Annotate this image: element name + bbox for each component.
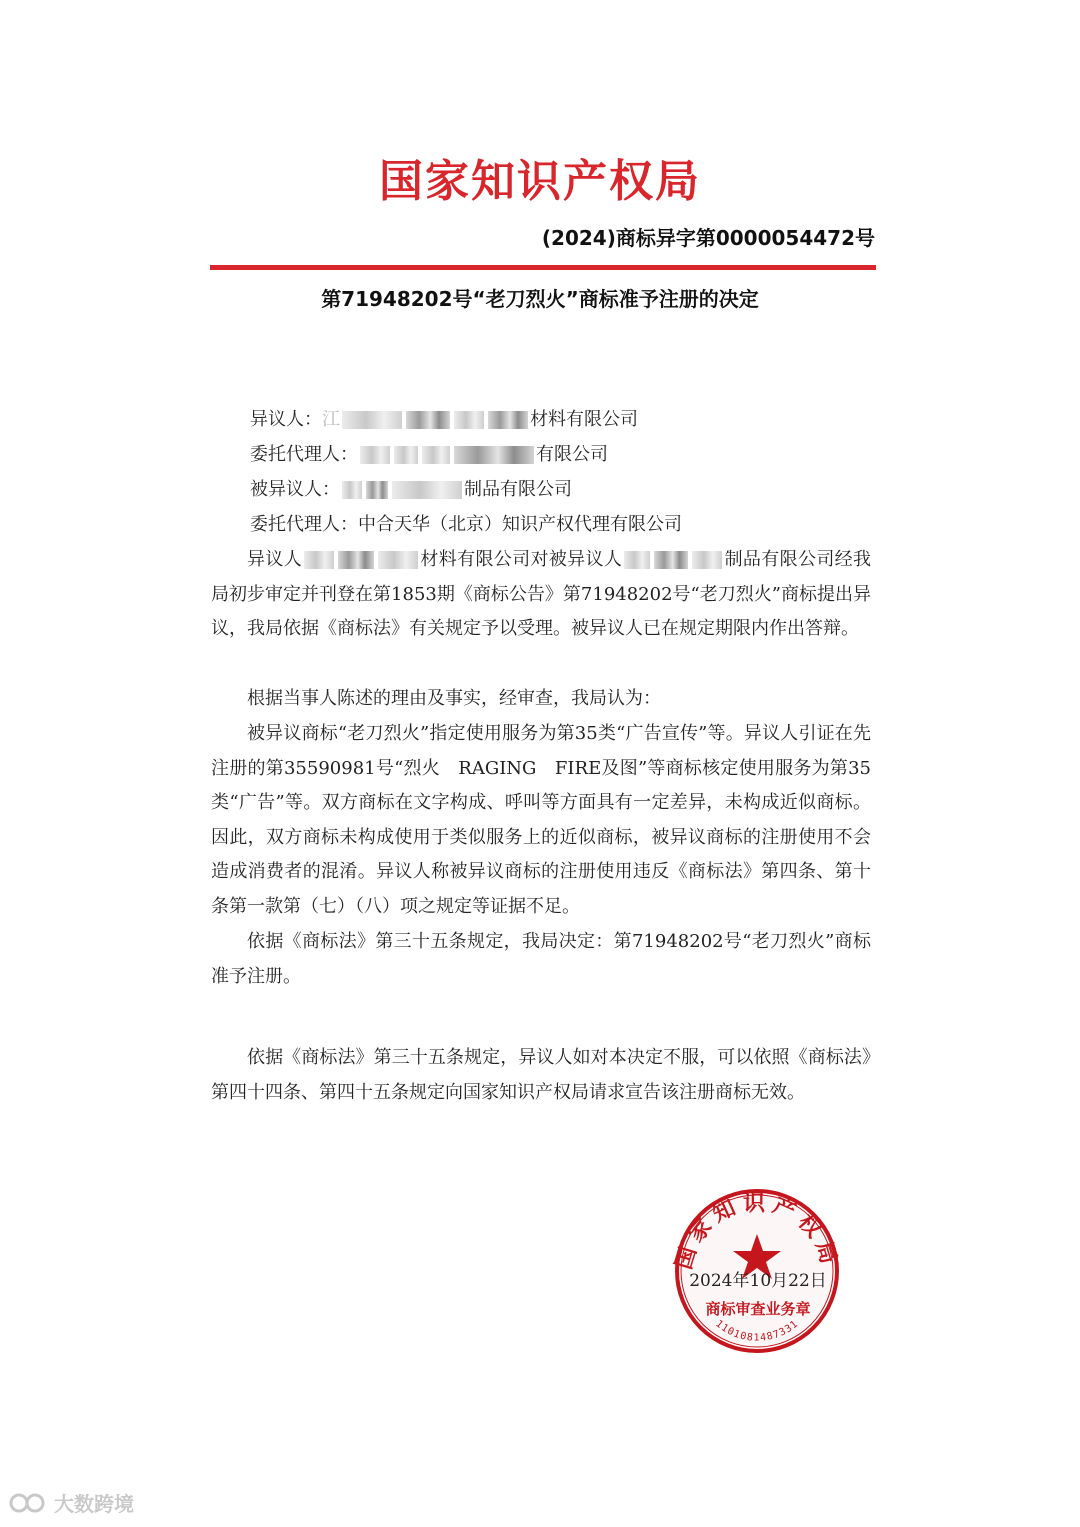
issuing-authority-title: 国家知识产权局: [379, 156, 701, 207]
redacted-block: [422, 446, 450, 464]
opponent-suffix: 材料有限公司: [530, 409, 638, 430]
watermark: [8, 1488, 134, 1517]
party-respondent-agent: [250, 510, 682, 536]
redacted-block: [360, 446, 390, 464]
paragraph-decision: 依据《商标法》第三十五条规定，我局决定：第71948202号“老刀烈火”商标准予注册。: [211, 931, 871, 987]
redacted-block: [378, 551, 418, 569]
redacted-block: [692, 551, 722, 569]
paragraph-review-intro: 根据当事人陈述的理由及事实，经审查，我局认为：: [247, 688, 661, 709]
redacted-block: [342, 411, 402, 429]
redacted-block: [366, 481, 388, 499]
opponent-prefix: 江: [322, 409, 340, 430]
paragraph-text: 材料有限公司对被异议人: [420, 549, 623, 570]
redacted-block: [624, 551, 650, 569]
paragraph-appeal-notice: 依据《商标法》第三十五条规定，异议人如对本决定不服，可以依照《商标法》第四十四条、第四十五条规定向国家知识产权局请求宣告该注册商标无效。: [211, 1047, 871, 1103]
watermark-logo-icon: [8, 1492, 48, 1514]
redacted-block: [304, 551, 334, 569]
respondent-label: 被异议人：: [250, 479, 340, 500]
party-opponent: [250, 405, 638, 431]
seal-subtitle: 商标审查业务章: [705, 1300, 811, 1318]
opponent-label: 异议人：: [250, 409, 322, 430]
redacted-block: [392, 481, 462, 499]
party-respondent: [250, 475, 572, 501]
paragraph-text: 制品有限公司经我局初步审定并刊登在第1853期《商标公告》第71948202号“老刀烈火”商标提出异议，我局依据《商标法》有关规定予以受理。被异议人已在规定期限内作出答辩。: [211, 549, 872, 639]
watermark-text: 大数跨境: [54, 1492, 134, 1516]
respondent-suffix: 制品有限公司: [464, 479, 572, 500]
paragraph-text: 异议人: [247, 549, 303, 570]
redacted-block: [454, 411, 484, 429]
seal-ring-text: 国家知识产权局: [672, 1191, 842, 1273]
redacted-block: [338, 551, 374, 569]
respondent-agent-label: 委托代理人：: [250, 514, 358, 535]
document-number: (2024)商标异字第0000054472号: [541, 226, 875, 250]
redacted-block: [394, 446, 418, 464]
decision-title: 第71948202号“老刀烈火”商标准予注册的决定: [321, 287, 759, 311]
redacted-block: [454, 446, 534, 464]
redacted-block: [654, 551, 688, 569]
seal-serial: 1101081487331: [713, 1318, 801, 1344]
opponent-agent-suffix: 有限公司: [536, 444, 608, 465]
decision-date: 2024年10月22日: [689, 1271, 827, 1291]
respondent-agent-name: 中合天华（北京）知识产权代理有限公司: [358, 514, 682, 535]
redacted-block: [488, 411, 528, 429]
redacted-block: [406, 411, 450, 429]
red-header-rule: [210, 265, 876, 270]
paragraph-reasoning: 被异议商标“老刀烈火”指定使用服务为第35类“广告宣传”等。异议人引证在先注册的第35590981号“烈火 RAGING FIRE及图”等商标核定使用服务为第35类“广告”等。双方商标在文字构成、呼叫等方面具有一定差异，未构成近似商标。因此，双方商标未构成使用于类似服务上的近似商标，被异议商标的注册使用不会造成消费者的混淆。异议人称被异议商标的注册使用违反《商标法》第四条、第十条第一款第（七）（八）项之规定等证据不足。: [211, 723, 871, 917]
opponent-agent-label: 委托代理人：: [250, 444, 358, 465]
party-opponent-agent: [250, 440, 608, 466]
paragraph-acceptance: [211, 543, 871, 647]
redacted-block: [342, 481, 362, 499]
